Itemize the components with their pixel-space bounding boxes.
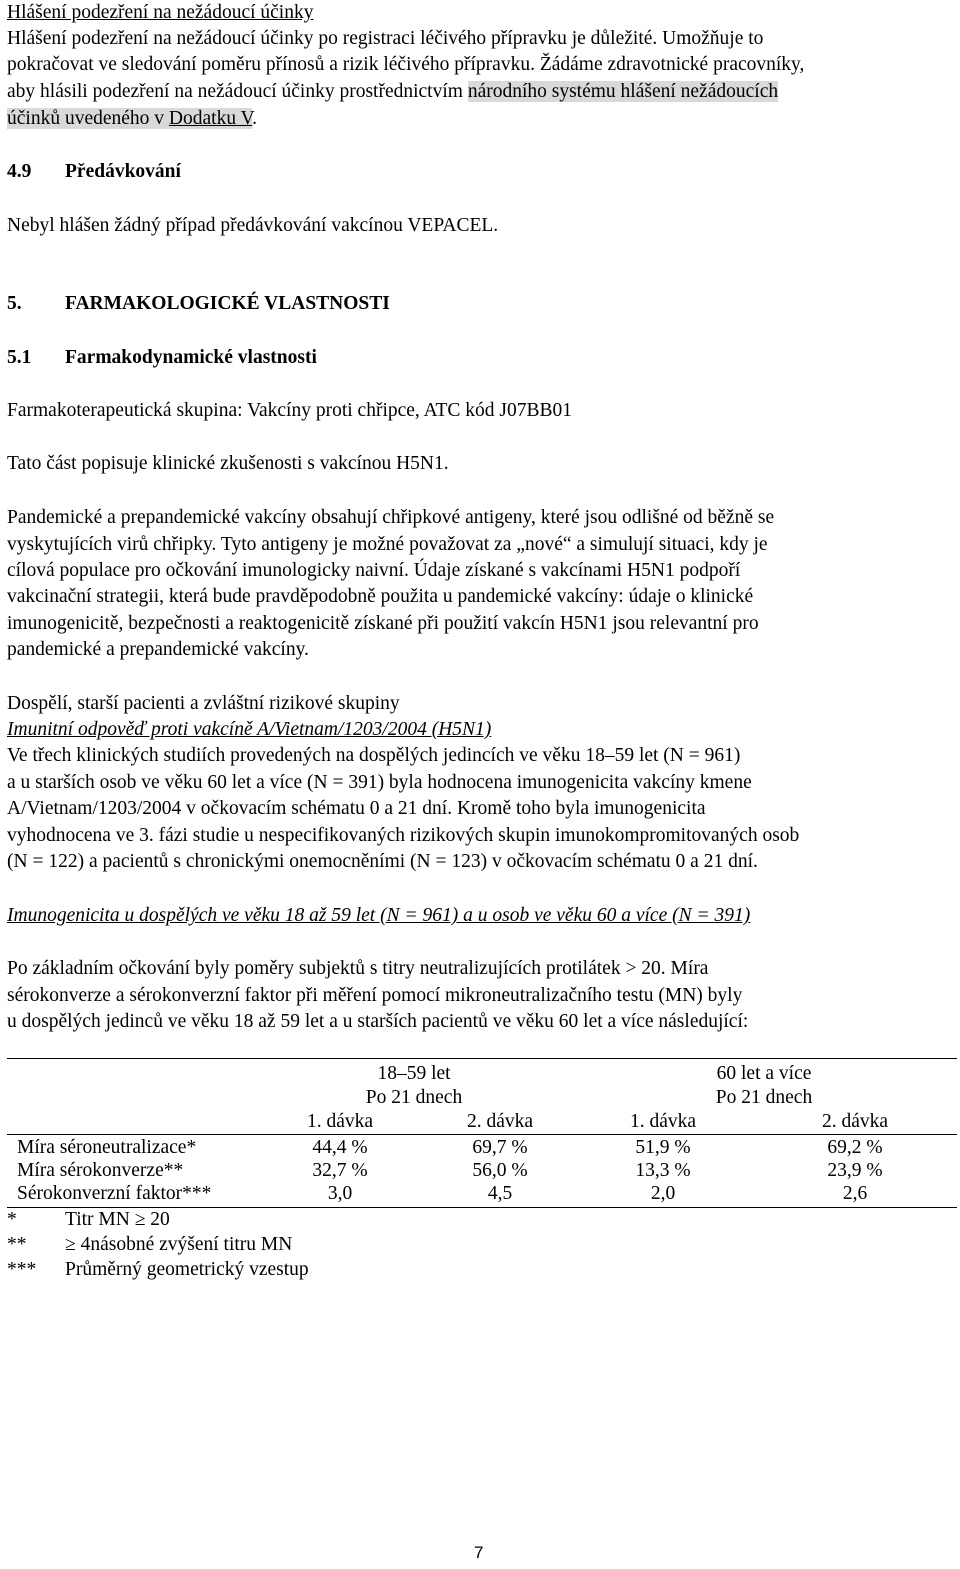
report-end: .	[252, 108, 258, 129]
section-5-title: FARMAKOLOGICKÉ VLASTNOSTI	[65, 293, 390, 314]
pandemic-line-2: vyskytujících virů chřipky. Tyto antigeny je možné považovat za „nové“ a simulují situaci, kdy je	[7, 534, 768, 555]
section-4-9-title: Předávkování	[65, 161, 181, 182]
footnote-mark: **	[7, 1234, 27, 1255]
table-cell: 56,0 %	[472, 1160, 528, 1181]
table-cell: 44,4 %	[312, 1137, 368, 1158]
footnote-text: Průměrný geometrický vzestup	[65, 1259, 309, 1280]
table-row-label: Míra sérokonverze**	[17, 1160, 184, 1181]
pandemic-line-6: pandemické a prepandemické vakcíny.	[7, 639, 309, 660]
report-text-lead: aby hlásili podezření na nežádoucí účinky prostřednictvím	[7, 81, 463, 102]
table-col-dose2-b: 2. dávka	[821, 1111, 889, 1132]
adults-heading: Dospělí, starší pacienti a zvláštní rizikové skupiny	[7, 693, 400, 714]
national-system-link-part1[interactable]: národního systému hlášení nežádoucích	[467, 81, 779, 102]
appendix-v-link[interactable]: Dodatku V	[168, 108, 253, 129]
table-group1-after: Po 21 dnech	[365, 1087, 463, 1108]
table-cell: 69,2 %	[827, 1137, 883, 1158]
table-header-rule	[7, 1134, 957, 1135]
table-group2-after: Po 21 dnech	[715, 1087, 813, 1108]
table-row-label: Míra séroneutralizace*	[17, 1137, 197, 1158]
national-system-link-part2[interactable]: účinků uvedeného v	[7, 108, 165, 129]
report-text-line-2: pokračovat ve sledování poměru přínosů a rizik léčivého přípravku. Žádáme zdravotnické pracovníky,	[7, 54, 805, 75]
section-4-9-number: 4.9	[7, 161, 32, 182]
report-text-line-3	[7, 79, 778, 105]
basic-line-3: u dospělých jedinců ve věku 18 až 59 let a u starších pacientů ve věku 60 let a více následující:	[7, 1011, 749, 1032]
pandemic-line-1: Pandemické a prepandemické vakcíny obsahují chřipkové antigeny, které jsou odlišné od běžně se	[7, 507, 775, 528]
immune-response-heading: Imunitní odpověď proti vakcíně A/Vietnam/1203/2004 (H5N1)	[7, 719, 492, 740]
pandemic-line-4: vakcinační strategii, která bude pravděpodobně použita u pandemické vakcíny: údaje o klinické	[7, 586, 754, 607]
studies-line-4: vyhodnocena ve 3. fázi studie u nespecifikovaných rizikových skupin imunokompromitovaných osob	[7, 825, 800, 846]
table-cell: 23,9 %	[827, 1160, 883, 1181]
table-cell: 69,7 %	[472, 1137, 528, 1158]
part-text: Tato část popisuje klinické zkušenosti s vakcínou H5N1.	[7, 453, 449, 474]
table-col-dose2-a: 2. dávka	[466, 1111, 534, 1132]
report-heading: Hlášení podezření na nežádoucí účinky	[7, 2, 314, 23]
footnote-text: Titr MN ≥ 20	[65, 1209, 170, 1230]
table-col-dose1-b: 1. dávka	[629, 1111, 697, 1132]
report-text-line-1: Hlášení podezření na nežádoucí účinky po registraci léčivého přípravku je důležité. Umožňuje to	[7, 28, 764, 49]
table-cell: 51,9 %	[635, 1137, 691, 1158]
table-col-dose1-a: 1. dávka	[306, 1111, 374, 1132]
table-group1-header: 18–59 let	[377, 1063, 451, 1084]
table-cell: 2,6	[842, 1183, 868, 1204]
table-group2-header: 60 let a více	[716, 1063, 812, 1084]
table-top-rule	[7, 1058, 957, 1059]
pandemic-line-5: imunogenicitě, bezpečnosti a reaktogenicitě získané při použití vakcín H5N1 jsou relevantní pro	[7, 613, 759, 634]
studies-line-1: Ve třech klinických studiích provedených na dospělých jedincích ve věku 18–59 let (N = 961)	[7, 745, 741, 766]
table-cell: 4,5	[487, 1183, 513, 1204]
section-5-1-number: 5.1	[7, 347, 32, 368]
footnote-mark: *	[7, 1209, 17, 1230]
pandemic-line-3: cílová populace pro očkování imunologicky naivní. Údaje získané s vakcínami H5N1 podpoří	[7, 560, 741, 581]
basic-line-1: Po základním očkování byly poměry subjektů s titry neutralizujících protilátek > 20. Míra	[7, 958, 709, 979]
atc-text: Farmakoterapeutická skupina: Vakcíny proti chřipce, ATC kód J07BB01	[7, 400, 573, 421]
footnote-text: ≥ 4násobné zvýšení titru MN	[65, 1234, 293, 1255]
table-cell: 32,7 %	[312, 1160, 368, 1181]
basic-line-2: sérokonverze a sérokonverzní faktor při měření pomocí mikroneutralizačního testu (MN) byly	[7, 985, 743, 1006]
table-cell: 13,3 %	[635, 1160, 691, 1181]
table-cell: 3,0	[327, 1183, 353, 1204]
section-5-1-title: Farmakodynamické vlastnosti	[65, 347, 317, 368]
studies-line-5: (N = 122) a pacientů s chronickými onemocněními (N = 123) v očkovacím schématu 0 a 21 dní.	[7, 851, 758, 872]
page-number: 7	[474, 1543, 484, 1562]
footnote-mark: ***	[7, 1259, 37, 1280]
immunogenicity-heading: Imunogenicita u dospělých ve věku 18 až 59 let (N = 961) a u osob ve věku 60 a více (N = 391)	[7, 905, 751, 926]
studies-line-3: A/Vietnam/1203/2004 v očkovacím schématu 0 a 21 dní. Kromě toho byla imunogenicita	[7, 798, 706, 819]
table-row-label: Sérokonverzní faktor***	[17, 1183, 212, 1204]
report-text-line-4	[7, 106, 257, 132]
table-cell: 2,0	[650, 1183, 676, 1204]
section-5-number: 5.	[7, 293, 22, 314]
studies-line-2: a u starších osob ve věku 60 let a více (N = 391) byla hodnocena imunogenicita vakcíny kmene	[7, 772, 752, 793]
overdose-text: Nebyl hlášen žádný případ předávkování vakcínou VEPACEL.	[7, 215, 499, 236]
